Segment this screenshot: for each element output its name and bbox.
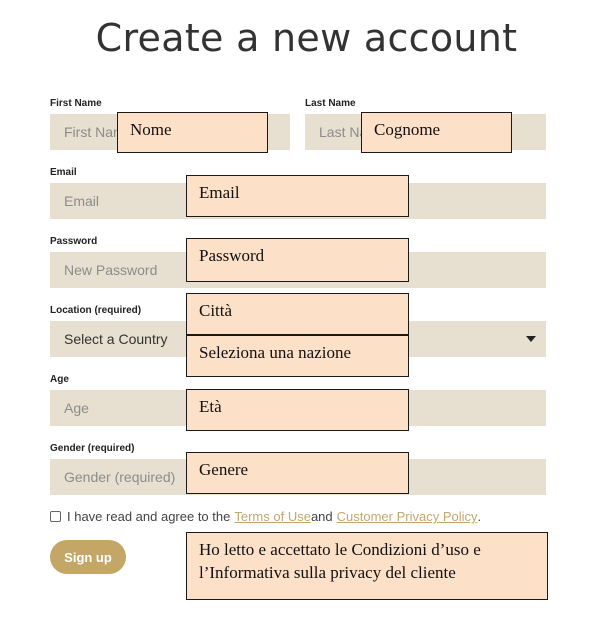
page-title: Create a new account (95, 16, 518, 60)
terms-checkbox[interactable] (50, 511, 61, 522)
translation-first-name: Nome (117, 112, 268, 153)
gender-label: Gender (required) (50, 443, 135, 454)
terms-and: and (310, 509, 333, 524)
last-name-label: Last Name (305, 98, 356, 109)
terms-suffix: . (477, 509, 482, 524)
translation-email: Email (186, 175, 409, 217)
password-label: Password (50, 236, 98, 247)
translation-age: Età (186, 389, 409, 431)
translation-location: Città (186, 293, 409, 335)
sign-up-button[interactable]: Sign up (50, 540, 126, 574)
translation-terms: Ho letto e accettato le Condizioni d’uso e l’Informativa sulla privacy del cliente (186, 532, 548, 600)
age-label: Age (50, 374, 69, 385)
translation-gender: Genere (186, 452, 409, 494)
country-select-value: Select a Country (64, 331, 168, 347)
email-label: Email (50, 167, 77, 178)
terms-row (50, 509, 481, 524)
location-label: Location (required) (50, 305, 142, 316)
translation-country: Seleziona una nazione (186, 335, 409, 377)
terms-prefix: I have read and agree to the (67, 509, 231, 524)
caret-down-icon (526, 336, 536, 342)
translation-last-name: Cognome (361, 112, 512, 153)
first-name-label: First Name (50, 98, 102, 109)
translation-password: Password (186, 238, 409, 282)
privacy-policy-link[interactable]: Customer Privacy Policy (336, 509, 478, 524)
terms-of-use-link[interactable]: Terms of Use (234, 509, 311, 524)
